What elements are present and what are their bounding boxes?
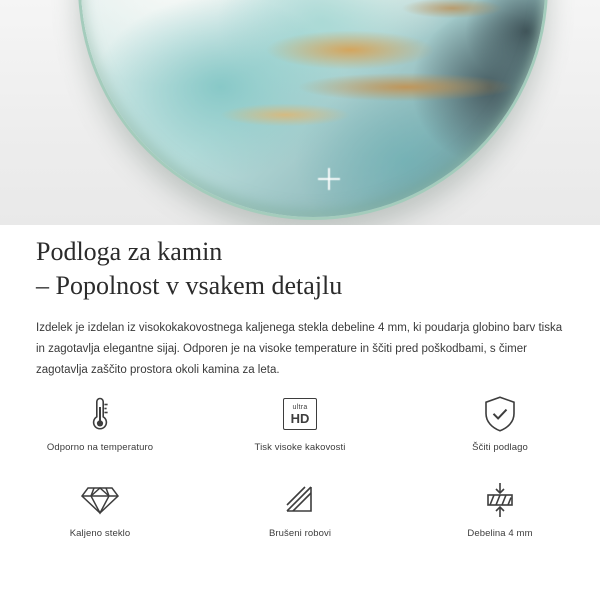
thickness-arrows-icon bbox=[483, 478, 517, 522]
page-title-line-2: – Popolnost v vsakem detajlu bbox=[36, 271, 343, 301]
page-title bbox=[0, 225, 600, 304]
ultra-hd-icon bbox=[283, 392, 317, 436]
feature-label: Ščiti podlago bbox=[472, 442, 528, 453]
feature-tempered-glass bbox=[0, 478, 200, 550]
feature-label: Odporno na temperaturo bbox=[46, 442, 154, 453]
hero-image bbox=[0, 0, 600, 225]
ultra-hd-bottom-label: HD bbox=[290, 410, 310, 426]
feature-label: Debelina 4 mm bbox=[467, 528, 533, 539]
feature-protects-surface bbox=[400, 392, 600, 464]
glass-disc-product bbox=[78, 0, 548, 220]
page-title-line-1: Podloga za kamin bbox=[36, 237, 223, 266]
feature-temperature-resistant bbox=[0, 392, 200, 464]
ultra-hd-top-label: ultra bbox=[292, 403, 308, 411]
feature-label: Kaljeno steklo bbox=[69, 528, 131, 539]
shield-check-icon bbox=[483, 392, 517, 436]
product-description: Izdelek je izdelan iz visokokakovostnega kaljenega stekla debeline 4 mm, ki poudarja globino barv tiska in zagotavlja elegantne sijaj. Odporen je na visoke temperature in ščiti pred poškodbami, s čimer zagotavlja zaščito prostora okoli kamina za leta. bbox=[36, 321, 563, 377]
feature-high-quality-print bbox=[200, 392, 400, 464]
feature-list bbox=[0, 392, 600, 550]
feature-polished-edges bbox=[200, 478, 400, 550]
polished-edges-icon bbox=[283, 478, 317, 522]
feature-thickness bbox=[400, 478, 600, 550]
feature-label: Brušeni robovi bbox=[268, 528, 332, 539]
diamond-icon bbox=[80, 478, 120, 522]
thermometer-icon bbox=[89, 392, 111, 436]
text-content bbox=[0, 225, 600, 381]
feature-label: Tisk visoke kakovosti bbox=[254, 442, 346, 453]
